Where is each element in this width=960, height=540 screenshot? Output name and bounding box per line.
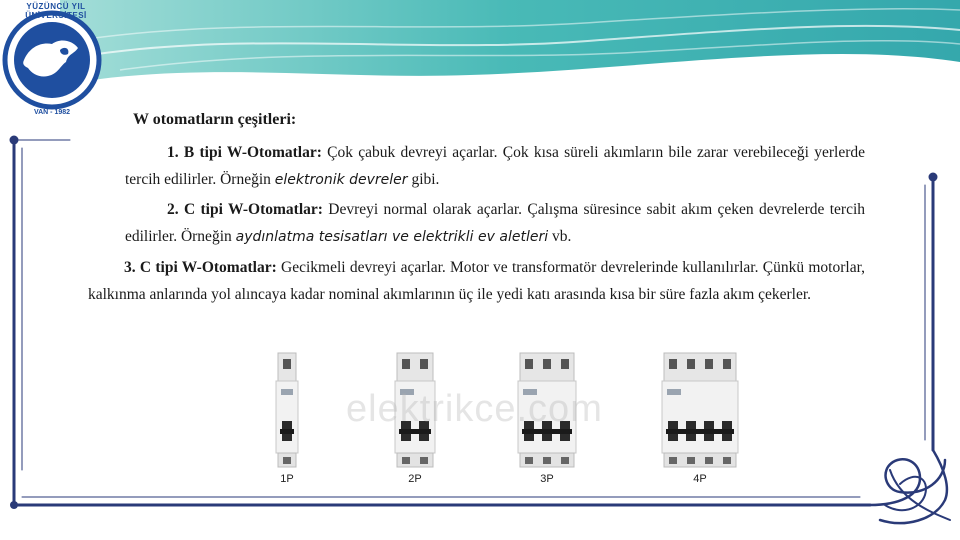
breaker-1p: [276, 353, 298, 485]
item-1-title: B tipi W-Otomatlar:: [183, 144, 322, 161]
item-1-text: Çok çabuk devreyi açarlar. Çok kısa süreli akımların bile zarar verebileceği yerlerde tercih edilirler. Örneğin: [125, 144, 865, 188]
breaker-label: 1P: [280, 473, 294, 485]
item-1-example: elektronik devreler: [274, 172, 408, 188]
item-1-tail: gibi.: [407, 171, 440, 188]
item-1-number: 1.: [167, 144, 179, 161]
breaker-label: 4P: [693, 473, 707, 485]
item-2-example: aydınlatma tesisatları ve elektrikli ev aletleri: [235, 229, 549, 245]
breaker-4p: [662, 353, 738, 485]
item-2-number: 2.: [167, 201, 179, 218]
paragraph-c-type-delayed: [88, 254, 865, 308]
item-2-tail: vb.: [548, 228, 572, 245]
svg-text:VAN - 1982: VAN - 1982: [33, 109, 71, 116]
breaker-label: 3P: [540, 473, 554, 485]
frame-dot: [10, 136, 19, 145]
item-2-title: C tipi W-Otomatlar:: [183, 201, 323, 218]
watermark: elektrikce.com: [346, 388, 603, 430]
paragraph-c-type: [125, 196, 865, 251]
item-2-text: Devreyi normal olarak açarlar. Çalışma süresince sabit akım çeken devrelerde tercih edilirler. Örneğin: [125, 201, 865, 245]
item-3-text: Gecikmeli devreyi açarlar. Motor ve transformatör devrelerinde kullanılırlar. Çünkü motorlar, kalkınma anlarında yol alıncaya kadar nominal akımlarının üç ile yedi katı arasında kısa bir süre fazla akım çekerler.: [88, 259, 865, 303]
logo-text-top: YÜZÜNCÜ YIL ÜNİVERSİTESİ: [25, 2, 87, 20]
section-heading: W otomatların çeşitleri:: [133, 111, 297, 128]
paragraph-b-type: [125, 139, 865, 194]
frame-dot: [929, 173, 938, 182]
breaker-label: 2P: [408, 473, 422, 485]
item-3-number: 3.: [124, 259, 136, 276]
item-3-title: C tipi W-Otomatlar:: [139, 259, 277, 276]
frame-dot: [10, 501, 18, 509]
